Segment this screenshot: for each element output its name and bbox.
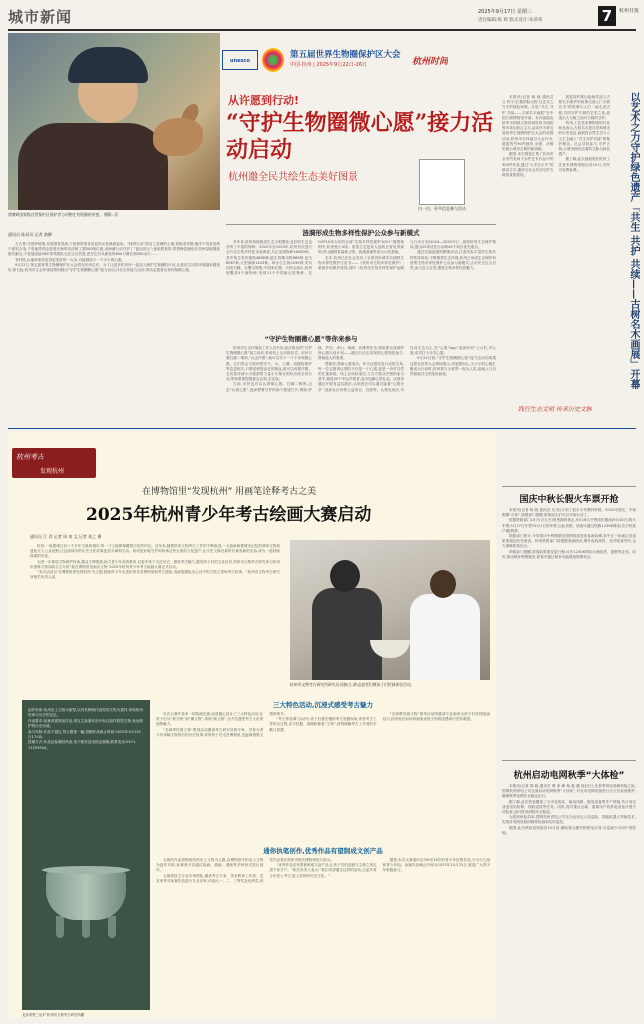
biosphere-logo-icon: [262, 48, 284, 72]
paragraph: 杭州市生态环境局工作人员介绍,此次推出的“守护生物圈微心愿”接力活动,采用线上互动的形式。市民只要扫描二维码,“点击许愿”,就可以写下一个个环保微心愿。它们将会与杭州的空气、水、土壤、动植物保护等息息相关,只要是和您亲近的相连,都可以成愿许愿。它们将开辟小小愿望的力量小小保全的好活和全员行动,等待着被您愿意去认领,去实现。: [226, 346, 312, 382]
paragraph: 据悉,本次大赛面向全市6至18岁的青少年征集作品,分为少儿组和青少年组。参赛作品截止时间为2025年10月25日,欢迎广大青少年积极参与。: [382, 858, 490, 873]
paragraph: “本次活动以‘在博物馆里发现杭州’为主题,鼓励青少年走进杭州各类博物馆和考古遗址,用画笔描绘出心目中的文物之美和考古故事。”杭州市文物考古研究所相关负责人说。: [30, 570, 280, 580]
feature-intro: [30, 544, 280, 634]
conference-banner: [222, 44, 492, 76]
section-subhead: 涟漪形成生物多样性保护公众参与新模式: [302, 229, 420, 237]
main-headline: “守护生物圈微心愿”接力活动启动: [226, 110, 494, 163]
paragraph: 大赛的作品将围绕杭州出土文物为主题,以博物馆中的出土文物为创作对象,参赛者可以通过绘画、插画、漫画等多种形式进行创作。: [156, 858, 264, 873]
column-tag-sub: 发现杭州: [40, 468, 65, 475]
paragraph: 本报讯(记者 杨 晓 通讯员 吴 欣)又到了抢手火车票的时候。2025年国庆、中秋假期“合体”,铁路部门提醒,旅客朋友们可以开始行动了。: [502, 508, 636, 518]
section-subhead: 通你执笔创作,优秀作品有望制成文创产品: [263, 847, 383, 855]
rule-item: 作品要求:参赛者需原创作品,须在主参赛作品中标注创作原型文物,表达保护的历史价值。: [28, 718, 143, 729]
banner-subtitle: 中国·杭州 | 2025年9月22日-26日: [290, 62, 367, 68]
paragraph: 展览同时推出绘画作品与古树名木保护的故事交流,让“古树名木”的故事与人们一起走进古树,共同守护古树的艺术之美,创造出人与树之间对古树的守护。: [558, 95, 610, 120]
contest-rules: [28, 708, 144, 838]
paragraph: 当前,市民也可以认领微心愿。扫描二维码,点击“认领心愿”,选择想要守护的那个愿望打开,例如:护绿、护河、净山、海滩、彩排等任务,领取即完成那些所心愿行动计划——通过行动去实现的心愿则是参与,帮助他人的愿望。: [226, 346, 404, 392]
paragraph: 据了解,此次秋检覆盖了全市变电站、输电线路、配电设备等多个领域,共计划完成变电站检修、线路巡视等任务。同时,将对重点区域、重要用户的供电设备开展专项检查,及时排查消除安全隐患。: [502, 799, 636, 815]
section-title: 城市新闻: [8, 8, 73, 26]
paragraph: 据悉,此次秋检将持续至10月底,期间将合理安排停电计划,尽量减少对用户的影响。: [502, 825, 636, 835]
paragraph: “考古体验课”活动中,孩子们将在模拟考古发掘现场,体验考古工作的全过程,亲手挖掘、清理和修复“文物”,深刻理解考古工作者的辛勤与智慧。: [269, 717, 377, 732]
side-article-body: [502, 95, 610, 413]
paragraph: 铁路部门提醒,旅客如需要变更行程,可在12306网站办理改签、退票等业务。同时,推出候补购票服务,旅客可通过候补功能增加购票机会。: [502, 549, 636, 559]
article-body: [156, 712, 490, 842]
paragraph: 帮助你,帮助心愿成功。作为还是信息行动的主角,每一位志愿者认领的不仅是一个心愿,更是一份对自然的庄重承诺。线上活动结束后,主办方将从许愿的参与者中,抽选30个幸运许愿者,送出加满心的礼品。认领者通过开展有益实践后,认领者还可以通过接着“心愿分享”,选择社区环保公益项目、自愿等。认领完成后,可以向生态为主,在“心愿”App“选择杭州”公示栏,许心愿,成功打卡分享心愿。: [318, 346, 496, 392]
paragraph: 据了解,此次画展将在杭州工艺美术博物馆展出至10月,市民可免费参观。: [558, 157, 610, 172]
paragraph: 为提高秋检效率,国网杭州供电公司充分运用无人机巡检、智能机器人等新技术,实现对电网设备的精准检测和实时监控。: [502, 815, 636, 825]
photo-caption: 杭州市文物考古研究所研究员吴赫(左)和志愿者们教孩子们绘画体验活动。: [290, 682, 415, 687]
section-subhead: “守护生物圈微心愿”等你来参与: [264, 335, 358, 343]
paragraph: 通过实施创建的精准活动,打造内容丰富的生物多样性体验站,不断推果生态环保,杭州已形成生态保护科普的生物多样性保护公众参与新模式,让市民走近大自然,参与近大自然,感受生物多样性的魅力。: [410, 250, 496, 271]
artifact-credit: 北宋青瓷三足炉 杭州市文物考古研究所藏: [22, 1013, 85, 1017]
column-tag: 杭州考古: [16, 453, 44, 461]
divider: [226, 224, 496, 225]
masthead-divider: [8, 29, 636, 31]
brief-headline: 国庆中秋长假火车票开抢: [519, 495, 619, 505]
celadon-tripod-vessel: [38, 860, 134, 950]
section-divider: [8, 428, 636, 429]
unesco-logo-icon: unesco: [222, 50, 258, 70]
drawing-workshop-photo: [290, 540, 490, 680]
paragraph: 9月22日,第五届世界生物圈保护区大会将在杭州召开。为了让更多的市民一起加入保护生物圈的行动,让我们生活的环境越来越美好,即日起,杭州市生态环境局特别推出“守护生物圈微心愿”接力活动,开启全民接力活动,带动志愿者认领环保微心愿。: [8, 262, 220, 273]
article-body: [226, 346, 496, 424]
paragraph: “优秀作品还有望被制成文创产品,让孩子们的创意与文物之美走进千家万户。”相关负责人表示,“我们希望通过这样的活动,让更多青少年爱上考古,爱上杭州的历史文化。”: [269, 863, 377, 878]
sub-headline: 杭州邀全民共绘生态美好图景: [228, 172, 358, 183]
paragraph: 根据铁路部门15天(含当天)预售期的规定,9月16日开售国庆期间(9月30日)的火车票,9月17日开售10月1日的车票,以此类推。旅客可通过铁路12306网站(含手机客户端)购票。: [502, 518, 636, 533]
side-article-headline: 以艺术之力守护绿色遗产「共生 共护 共续——古树名木画展」开幕: [628, 92, 639, 389]
banner-title: 第五届世界生物圈保护区大会: [290, 50, 401, 60]
lead-kicker: 从许愿到行动!: [228, 94, 300, 107]
paragraph: 去年,杭州已在社会发布了全国首份城市市面野生物多样性保护白皮书——《杭州市生物多样性保护》,系统介绍保护成效,同时《杭州市生物多样性保护远期与行动计划(2024—2030年)》,剖析杭州生态保护格局,提出25项优先行动和44个项目优先重点。: [318, 240, 496, 271]
article-body: [8, 242, 220, 424]
paragraph: 万古苍·马塔伊杨帮,亮准感觉得到,于是坡带领肯尼亚的女性栽树起来。“绿带行动”改变了贫瘠的土地;刘海龙单整,海洋不再是是利干面料万染,于是他带领志愿者在海岸线清理了超500吨垃圾,用海滩行动守护了“蓝色国土”;意胶鸽者带,带着梅花鹿炊在杭州湿地继续数代繁衍,于是他连续26年带领团队无法让自然恩,恩足它们从新抚的800只增长到300余只……: [8, 242, 220, 257]
conservationist-deer-photo: [8, 33, 220, 210]
issue-date: 2025年9月17日 星期三: [478, 9, 532, 15]
page-number: 7: [598, 6, 616, 26]
paragraph: 据悉,本次展览汇集了杭州市全市约有四千余件艺术作品中的300件作品,通过“大手拉小手”的联动方式,邀请全社会共同守护古树的身影展现。: [502, 152, 554, 178]
feature-kicker: 在博物馆里“发现杭州” 用画笔诠释考古之美: [142, 487, 317, 497]
feature-byline: 通讯员 江 羿 记者 周 南 文 记者 张之 摄: [30, 534, 102, 539]
paragraph: 本报讯(记者 陈 晓 通讯员 傅 家 峰 杨 磊 璐 瑶)近日,在秋季用电高峰来临之际,国网杭州供电公司全面启动电网秋季“大体检”,对全市电网设备进行全方位检查维护,确保秋季电网安全稳定运行。: [502, 784, 636, 799]
rule-item: 投稿方式:作品及参赛回执表,电子版发送至指定邮箱,联系电话:0571-71293924。: [28, 740, 137, 750]
paragraph: “名师教你画文物”系列活动则邀请专业画家为孩子们传授绘画技巧,指导他们如何用画笔表现文物的质感和历史厚重感。: [382, 712, 490, 722]
divider: [502, 760, 636, 761]
paragraph: 本报讯(记者 姚 晓 通讯员 文 钦宇)汇聚国际大野,以艺术之力守护绿色家园。日前,“共生 共护 共续——古树名木画展”在中国万狗博物馆开幕。本次画展由杭州市园林文物局和杭州市画院等多单位联合主办,活动作为第五届世界生物圈保护区大会的前置活动,杭州市全体地分大会开办,展览的约90件画作,全面、多维的展示城市古树的新面貌。: [502, 95, 554, 152]
paragraph: 铁路部门预计,今年国庆中秋假期全国铁路将迎来客流高峰,其中长三角地区发送旅客将创历史新高。杭州铁路部门将根据客流情况,增开夜间高铁、加开临客列车,全力保障旅客出行。: [502, 534, 636, 549]
article-body: [156, 858, 490, 1008]
section-subhead: 三大特色活动,沉浸式感受考古魅力: [273, 701, 373, 709]
paragraph: 为进一步推进文物保护传承,激活文博资源,助力青少年美育教育,以更多孩子走近历史、感受考古魅力,激发孩子们的文化自信,杭州市文物考古研究所与杭州市园林文物局联合主办的“我在博物馆里画出文物”2025年杭州青少年考古绘画大赛正式启动。: [30, 559, 280, 569]
photo-caption: 湾塘岭国家级自然保护区保护者与动物在有机圈的亲密。 摄影: 吴: [8, 212, 119, 217]
paragraph: “名师带你看文物”系列活动邀请考古研究所的专家、学者为青少年讲解文物背后的历史故事,带领孩子们走进博物馆,近距离观察文物的细节。: [156, 712, 288, 737]
qr-caption: 扫一扫，更多信息参与活动: [418, 206, 466, 211]
paragraph: 大赛将设立专业评审团队,邀请考古专家、美术教育工作者、艺术家等对参赛作品进行专业评审,评选出一、二、三等奖及优秀奖,获奖作品将在杭州市相关博物馆进行展示。: [156, 858, 335, 883]
brief-headline: 杭州启动电网秋季“大体检”: [513, 771, 625, 781]
paragraph: 本次大赛并非单一的绘画比赛,而是精心设计了三大特色活动,让孩子们从“看文物”到“懂文物”,再到“画文物”,全方位感受考古文化的独特魅力。: [156, 712, 264, 727]
rule-item: 创作形象:杭州出土文物为原型,以具有鲜明代表性的文物为素材,体现杭州传承与历史的记忆。: [28, 708, 143, 718]
paragraph: 杭州,工艺美术博物馆馆长孙和良表示,古树名木是自然和城市的历史见证,画展将自然生态与人文生态融入“共生共护共续”的保护理念。社会共同参与,守护古树,让城市拥有活着的文脉与绿色遗产。: [558, 121, 610, 157]
divider: [502, 486, 636, 487]
qr-code-icon[interactable]: [420, 160, 464, 204]
feature-headline: 2025年杭州青少年考古绘画大赛启动: [86, 505, 372, 525]
paragraph: 杭州,一座建城已有八千多年文脉的城市,每一寸土地都埋藏着历史的印记。近年来,随着杭州文物考古工作的不断推进,一大批承载着城市记忆的珍贵文物和遗址走入公众视野,让这座城市的历史文化故事更加丰满和生动。如何更好地守护和传承这些宝贵的文化遗产,让历史文脉在新时代焕发新的光彩,成为一道持续探索的答卷。: [30, 544, 280, 559]
brief-body: [502, 508, 636, 754]
paragraph: 9月22日前,“守护生物圈微心愿”接力活动的成果还将在世界大会现场展示,用笔愿用心,当小小的心愿汇聚成大行动时,杭州将与全世界一起为人类,绘就人与自然和谐共生的美好画卷。: [410, 356, 496, 377]
paragraph: 有时候,让地球家园变得更美好的一大步,可能源如于一个小小的心愿。: [15, 257, 126, 262]
paragraph: 多年来,杭州持续推进生态文明建设,良好的生态也孕育了丰富的物种。2020年至2023年,杭州首次进行全方位生物多样性本底调查,共记录到物种16000种。其中物生类有植物4868种,陆生脊椎动物889种,昆虫8967种,大型真菌1423种。珍水生生物2035种,发布四类书籍。在鹰鸟物报,中国家红圈、天钟山南头,杭州规鹰其5个新物种,发现11个中国新记录物种。在COP15举办后的全球“生物多样性保护100+”典型案例中,杭州独占4席。星星生态是家人选的正省优秀案例,青山湖国家森林公园、西溪湿地等成为示范基地。: [226, 240, 404, 276]
article-byline: 通讯员 陈双凤 记者 俞柳: [8, 232, 52, 237]
article-body: [226, 240, 496, 332]
rule-item: 参与年龄:作品不超过,每人限报一幅,投稿作品截止时间:2025年10月25日17:00。: [28, 729, 141, 740]
banner-tag: 杭州时间: [412, 57, 449, 67]
side-article-tag: 践行生态文明 传承历史文脉: [518, 406, 592, 413]
editor-credit: 责任编辑:陈 辉 版式设计:朱蒂蒂: [478, 18, 543, 23]
paper-name: 杭州日报: [619, 8, 640, 14]
brief-body: [502, 784, 636, 1016]
